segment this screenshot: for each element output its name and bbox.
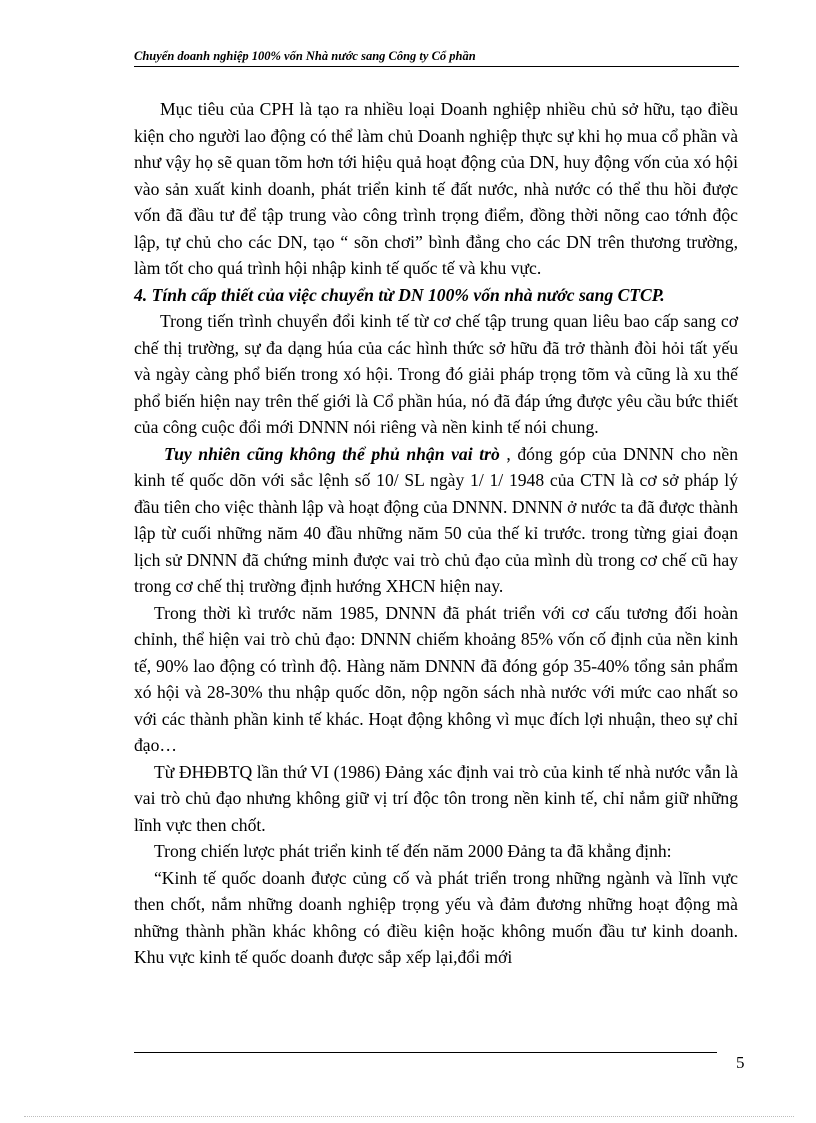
paragraph-quote: “Kinh tế quốc doanh được củng cố và phát triển trong những ngành và lĩnh vực then chốt, nắm những doanh nghiệp trọng yếu và đảm đương những hoạt động mà những thành phần khác không có điều kiện hoặc không muốn đầu tư kinh doanh. Khu vực kinh tế quốc doanh được sắp xếp lại,đổi mới (134, 867, 738, 967)
paragraph-role-rest: , đóng góp của DNNN cho nền kinh tế quốc dõn với sắc lệnh số 10/ SL ngày 1/ 1/ 1948 của CTN là cơ sở pháp lý đầu tiên cho việc thành lập và hoạt động của DNNN. DNNN ở nước ta đã được thành lập từ cuối những năm 40 đầu những năm 50 của thế kỉ trước. trong từng giai đoạn lịch sử DNNN đã chứng minh được vai trò chủ đạo của mình dù trong cơ chế cũ hay trong cơ chế thị trường định hướng XHCN hiện nay. (134, 443, 739, 596)
paragraph-transition: Trong tiến trình chuyển đổi kinh tế từ cơ chế tập trung quan liêu bao cấp sang cơ chế thị trường, sự đa dạng húa của các hình thức sở hữu đã trở thành đòi hỏi tất yếu và ngày càng phổ biến trong xó hội. Trong đó giải pháp trọng tõm và cũng là xu thế phổ biến hiện nay trên thế giới là Cổ phần húa, nó đã đáp ứng được yêu cầu bức thiết của công cuộc đổi mới DNNN nói riêng và nền kinh tế nói chung. (134, 311, 738, 437)
running-header: Chuyển doanh nghiệp 100% vốn Nhà nước sang Công ty Cổ phần (134, 49, 476, 63)
paragraph-objectives: Mục tiêu của CPH là tạo ra nhiều loại Doanh nghiệp nhiều chủ sở hữu, tạo điều kiện cho người lao động có thể làm chủ Doanh nghiệp thực sự khi họ mua cổ phần và như vậy họ sẽ quan tõm hơn tới hiệu quả hoạt động của DN, huy động vốn của xó hội vào sản xuất kinh doanh, phát triển kinh tế đất nước, nhà nước có thể thu hồi được vốn đã đầu tư để tập trung vào công trình trọng điểm, đồng thời nõng cao tớnh độc lập, tự chủ cho các DN, tạo “ sõn chơi” bình đẳng cho các DN trên thương trường, làm tốt cho quá trình hội nhập kinh tế quốc tế và khu vực. (134, 99, 738, 278)
page-bottom-dotted-line (24, 1116, 794, 1117)
emphasis-text: Tuy nhiên cũng không thể phủ nhận vai trò (164, 443, 500, 464)
paragraph-strategy-2000: Trong chiến lược phát triển kinh tế đến năm 2000 Đảng ta đã khẳng định: (154, 841, 672, 861)
paragraph-role (134, 441, 738, 600)
body-text (134, 96, 738, 971)
section-heading-4: 4. Tính cấp thiết của việc chuyển từ DN 100% vốn nhà nước sang CTCP. (134, 284, 665, 305)
paragraph-before-1985: Trong thời kì trước năm 1985, DNNN đã phát triển với cơ cấu tương đối hoàn chỉnh, thể hiện vai trò chủ đạo: DNNN chiếm khoảng 85% vốn cố định của nền kinh tế, 90% lao động có trình độ. Hàng năm DNNN đã đóng góp 35-40% tổng sản phẩm xó hội và 28-30% thu nhập quốc dõn, nộp ngõn sách nhà nước với mức cao nhất so với các thành phần kinh tế khác. Hoạt động không vì mục đích lợi nhuận, theo sự chỉ đạo… (134, 602, 738, 755)
paragraph-congress-vi: Từ ĐHĐBTQ lần thứ VI (1986) Đảng xác định vai trò của kinh tế nhà nước vẫn là vai trò chủ đạo nhưng không giữ vị trí độc tôn trong nền kinh tế, chỉ nắm giữ những lĩnh vực then chốt. (134, 761, 738, 835)
header-rule (134, 66, 739, 67)
page-number: 5 (736, 1053, 745, 1072)
footer-rule (134, 1052, 717, 1053)
